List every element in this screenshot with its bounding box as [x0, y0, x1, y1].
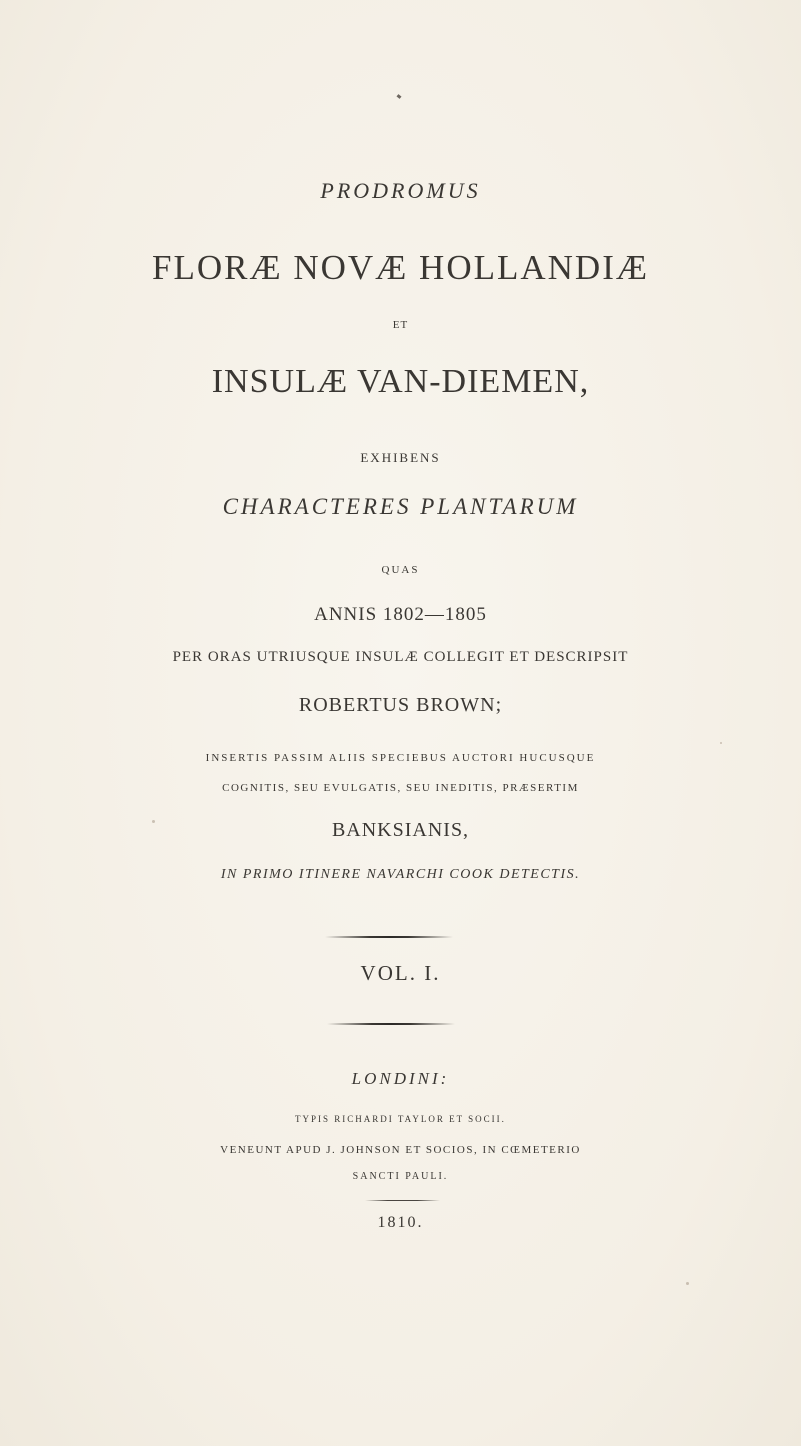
- florae-title: FLORÆ NOVÆ HOLLANDIÆ: [152, 248, 649, 287]
- divider-rule-bottom: [327, 1023, 455, 1025]
- divider-rule-small: [365, 1200, 440, 1201]
- in-primo-line: IN PRIMO ITINERE NAVARCHI COOK DETECTIS.: [220, 867, 581, 882]
- author-name: ROBERTUS BROWN;: [298, 694, 503, 716]
- prodromus-heading: PRODROMUS: [320, 178, 481, 203]
- cognitis-line: COGNITIS, SEU EVULGATIS, SEU INEDITIS, PRÆSERTIM: [222, 782, 579, 794]
- divider-rule-top: [325, 936, 453, 938]
- foxing-spot: [686, 1282, 689, 1285]
- insertis-line: INSERTIS PASSIM ALIIS SPECIEBUS AUCTORI HUCUSQUE: [205, 752, 596, 764]
- printer-mark: [397, 94, 402, 99]
- printer-line: TYPIS RICHARDI TAYLOR ET SOCII.: [295, 1114, 506, 1124]
- annis-line: ANNIS 1802—1805: [314, 604, 487, 625]
- foxing-spot: [720, 742, 722, 744]
- londini-line: LONDINI:: [351, 1069, 450, 1088]
- characteres-heading: CHARACTERES PLANTARUM: [222, 494, 579, 519]
- seller-line: VENEUNT APUD J. JOHNSON ET SOCIOS, IN CŒMETERIO: [220, 1144, 581, 1156]
- et-line: ET: [392, 319, 409, 331]
- per-oras-line: PER ORAS UTRIUSQUE INSULÆ COLLEGIT ET DESCRIPSIT: [172, 649, 629, 665]
- publication-year: 1810.: [377, 1214, 424, 1231]
- exhibens-line: EXHIBENS: [360, 450, 441, 465]
- sancti-pauli-line: SANCTI PAULI.: [352, 1171, 449, 1182]
- insulae-title: INSULÆ VAN-DIEMEN,: [211, 363, 590, 400]
- quas-line: QUAS: [381, 564, 420, 576]
- foxing-spot: [152, 820, 155, 823]
- volume-label: VOL. I.: [360, 961, 441, 985]
- banksianis-line: BANKSIANIS,: [331, 819, 470, 841]
